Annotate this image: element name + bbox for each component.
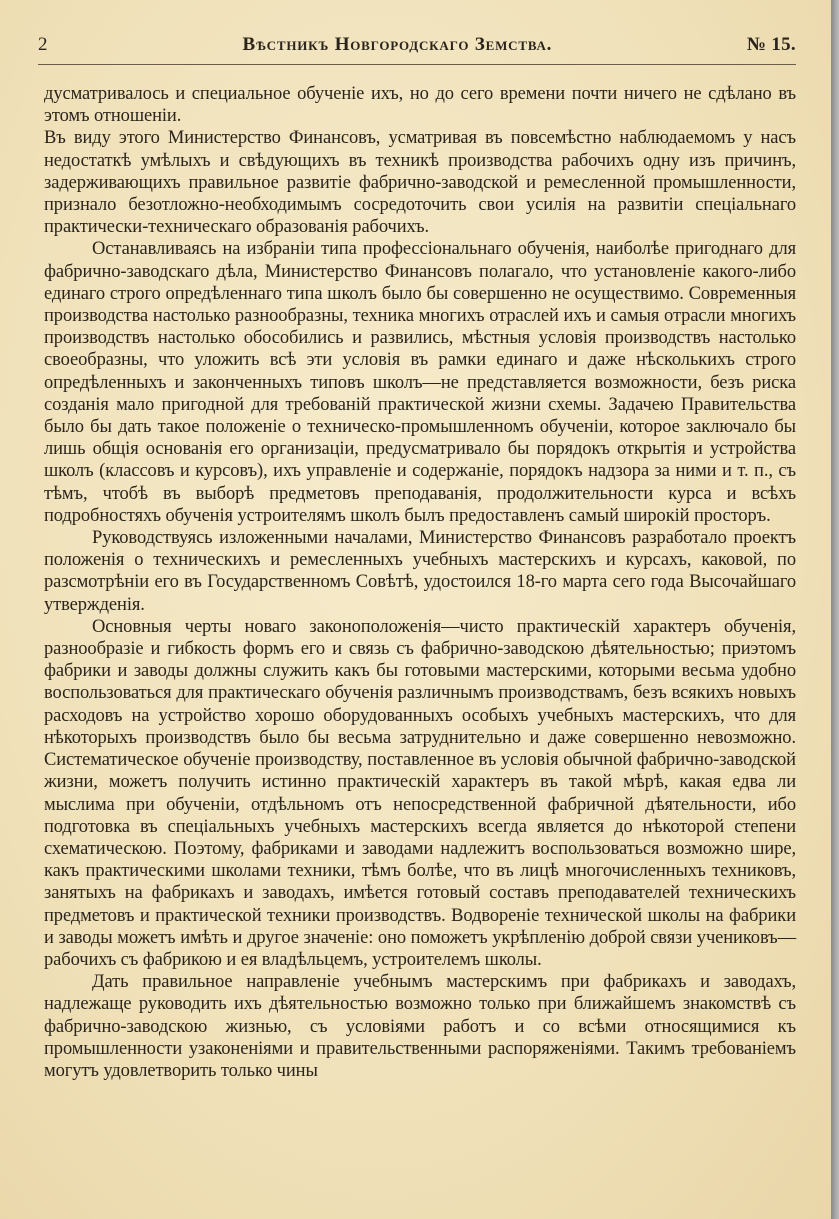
- scan-edge: [831, 0, 839, 1219]
- paragraph: Останавливаясь на избраніи типа профессіональнаго обученія, наиболѣе пригоднаго для фабрично-заводскаго дѣла, Министерство Финансовъ полагало, что установленіе какого-либо единаго строго опредѣленнаго типа школъ было бы совершенно не осуществимо. Современныя производства настолько разнообразны, техника многихъ отраслей ихъ и самыя отрасли многихъ производствъ настолько обособились и развились, мѣстныя условія производствъ настолько своеобразны, что уложить всѣ эти условія въ рамки единаго и даже нѣсколькихъ строго опредѣленныхъ и законченныхъ типовъ школъ—не представляется возможности, безъ риска созданія мало пригодной для требованій практической жизни схемы. Задачею Правительства было бы дать такое положеніе о техническо-промышленномъ обученіи, которое заключало бы лишь общія основанія его организаціи, предусматривало бы порядокъ открытія и устройства школъ (классовъ и курсовъ), ихъ управленіе и содержаніе, порядокъ надзора за ними и т. п., съ тѣмъ, чтобѣ въ выборѣ предметовъ преподаванія, продолжительности курса и всѣхъ подробностяхъ обученія устроителямъ школъ былъ предоставленъ самый широкій просторъ.: [44, 239, 796, 526]
- paragraph: Основныя черты новаго законоположенія—чисто практическій характеръ обученія, разнообразіе и гибкость формъ его и связь съ фабрично-заводскою дѣятельностью; приэтомъ фабрики и заводы должны служить какъ бы готовыми мастерскими, которыми весьма удобно воспользоваться для практическаго обученія различнымъ производствамъ, безъ всякихъ новыхъ расходовъ на устройство хорошо оборудованныхъ особыхъ учебныхъ мастерскихъ, что для нѣкоторыхъ производствъ было бы весьма затруднительно и даже совершенно невозможно. Систематическое обученіе производству, поставленное въ условія обычной фабрично-заводской жизни, можетъ получить истинно практическій характеръ въ такой мѣрѣ, какая едва ли мыслима при обученіи, отдѣльномъ отъ непосредственной фабричной дѣятельности, ибо подготовка въ спеціальныхъ учебныхъ мастерскихъ всегда является до нѣкоторой степени схематическою. Поэтому, фабриками и заводами надлежитъ воспользоваться возможно шире, какъ практическими школами техники, тѣмъ болѣе, что въ лицѣ многочисленныхъ техниковъ, занятыхъ на фабрикахъ и заводахъ, имѣется готовый составъ преподавателей техническихъ предметовъ и практической техники производствъ. Водвореніе технической школы на фабрики и заводы можетъ имѣть и другое значеніе: оно поможетъ укрѣпленію доброй связи учениковъ—рабочихъ съ фабрикою и ея владѣльцемъ, устроителемъ школы.: [44, 616, 796, 970]
- paragraph: дусматривалось и специальное обученіе ихъ, но до сего времени почти ничего не сдѣлано въ этомъ отношеніи.: [44, 84, 796, 127]
- page-number: 2: [38, 34, 48, 55]
- paragraph: Въ виду этого Министерство Финансовъ, усматривая въ повсемѣстно наблюдаемомъ у насъ недостаткѣ умѣлыхъ и свѣдующихъ въ техникѣ производства рабочихъ одну изъ причинъ, задерживающихъ правильное развитіе фабрично-заводской и ремесленной промышленности, признало безотложно-необходимымъ сосредоточить свои усилія на развитіи спеціальнаго практически-техническаго образованія рабочихъ.: [44, 128, 796, 238]
- issue-number: № 15.: [746, 34, 796, 55]
- header-rule: [38, 64, 796, 65]
- running-header: [38, 31, 796, 59]
- article-body: [44, 83, 796, 1082]
- journal-title: Вѣстникъ Новгородскаго Земства.: [242, 34, 553, 55]
- paragraph: Дать правильное направленіе учебнымъ мастерскимъ при фабрикахъ и заводахъ, надлежаще руководить ихъ дѣятельностью возможно только при ближайшемъ знакомствѣ съ фабрично-заводскою жизнью, съ условіями работъ и со всѣми относящимися къ промышленности узаконеніями и правительственными распоряженіями. Такимъ требованіемъ могутъ удовлетворить только чины: [44, 972, 796, 1081]
- paragraph: Руководствуясь изложенными началами, Министерство Финансовъ разработало проектъ положенія о техническихъ и ремесленныхъ учебныхъ мастерскихъ и курсахъ, каковой, по разсмотрѣніи его въ Государственномъ Совѣтѣ, удостоился 18-го марта сего года Высочайшаго утвержденія.: [44, 528, 796, 615]
